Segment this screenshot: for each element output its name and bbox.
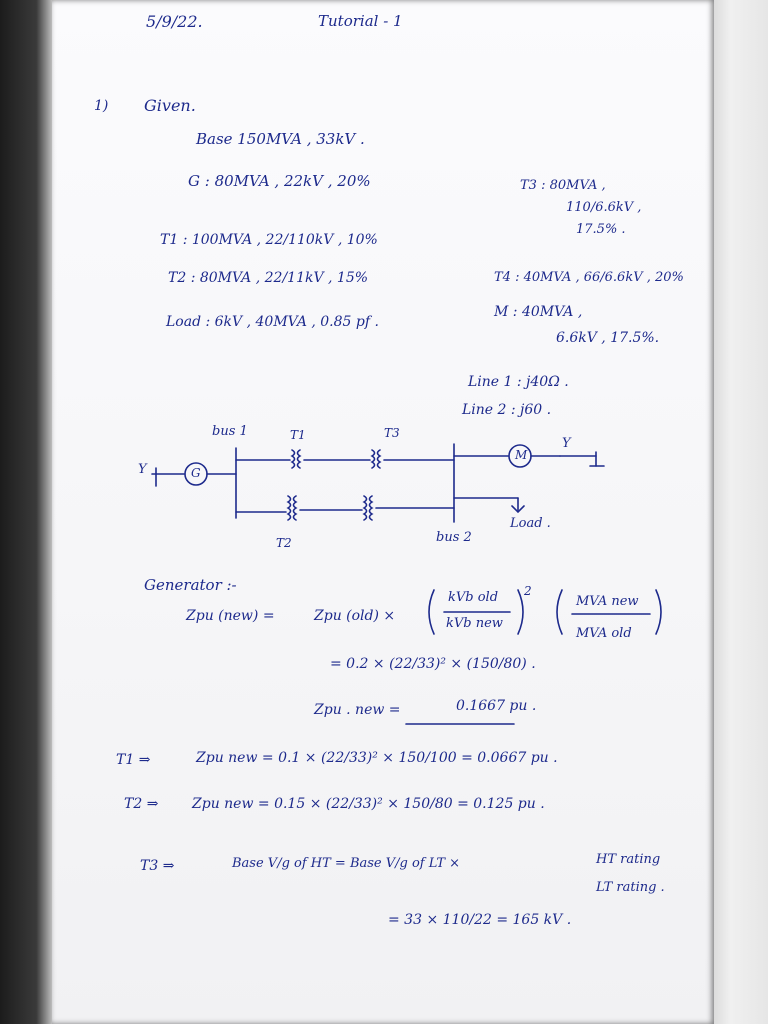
ht-rating: HT rating: [596, 852, 661, 867]
kv-old: kVb old: [448, 590, 499, 605]
load-rating: Load : 6kV , 40MVA , 0.85 pf .: [166, 314, 379, 330]
t3-base-voltage: Base V/g of HT = Base V/g of LT ×: [232, 856, 461, 871]
t2-calc: Zpu new = 0.15 × (22/33)² × 150/80 = 0.125 pu .: [192, 796, 545, 812]
t3-calc-label: T3 ⇒: [140, 858, 175, 874]
t2-label: T2: [276, 536, 292, 550]
motor-label: M: [515, 448, 528, 462]
motor-rating-line2: 6.6kV , 17.5%.: [556, 330, 660, 346]
t4-rating: T4 : 40MVA , 66/6.6kV , 20%: [494, 270, 684, 285]
t3-rating-line2: 110/6.6kV ,: [566, 200, 642, 215]
generator-heading: Generator :-: [144, 576, 237, 594]
given-heading: Given.: [144, 96, 196, 115]
kv-exponent: 2: [524, 584, 532, 598]
t1-calc-label: T1 ⇒: [116, 752, 151, 768]
t3-base-result: = 33 × 110/22 = 165 kV .: [388, 912, 572, 928]
bus2-label: bus 2: [436, 530, 472, 545]
zpu-new-result-lhs: Zpu . new =: [314, 702, 401, 718]
load-label: Load .: [510, 516, 551, 531]
motor-star-ground: Y: [562, 436, 571, 451]
t1-label: T1: [290, 428, 306, 442]
generator-rating: G : 80MVA , 22kV , 20%: [188, 172, 371, 190]
t3-label: T3: [384, 426, 400, 440]
generator-label: G: [191, 466, 201, 480]
lt-rating: LT rating .: [596, 880, 665, 895]
base-values: Base 150MVA , 33kV .: [196, 130, 365, 148]
question-number: 1): [94, 98, 109, 114]
mva-new: MVA new: [576, 594, 639, 609]
t3-rating-line1: T3 : 80MVA ,: [520, 178, 606, 193]
zpu-old-term: Zpu (old) ×: [314, 608, 396, 624]
line1-impedance: Line 1 : j40Ω .: [468, 374, 569, 390]
date: 5/9/22.: [146, 12, 203, 31]
zpu-new-result: 0.1667 pu .: [456, 698, 537, 714]
t1-calc: Zpu new = 0.1 × (22/33)² × 150/100 = 0.0667 pu .: [196, 750, 558, 766]
t1-rating: T1 : 100MVA , 22/110kV , 10%: [160, 232, 378, 248]
kv-new: kVb new: [446, 616, 503, 631]
t2-calc-label: T2 ⇒: [124, 796, 159, 812]
motor-rating-line1: M : 40MVA ,: [494, 304, 583, 320]
bus1-label: bus 1: [212, 424, 248, 439]
mva-old: MVA old: [576, 626, 632, 641]
generator-star-ground: Y: [138, 462, 147, 477]
t2-rating: T2 : 80MVA , 22/11kV , 15%: [168, 270, 369, 286]
t3-rating-line3: 17.5% .: [576, 222, 626, 237]
zpu-new-lhs: Zpu (new) =: [186, 608, 275, 624]
page-title: Tutorial - 1: [318, 12, 403, 30]
line2-impedance: Line 2 : j60 .: [462, 402, 552, 418]
generator-substitution: = 0.2 × (22/33)² × (150/80) .: [330, 656, 536, 672]
